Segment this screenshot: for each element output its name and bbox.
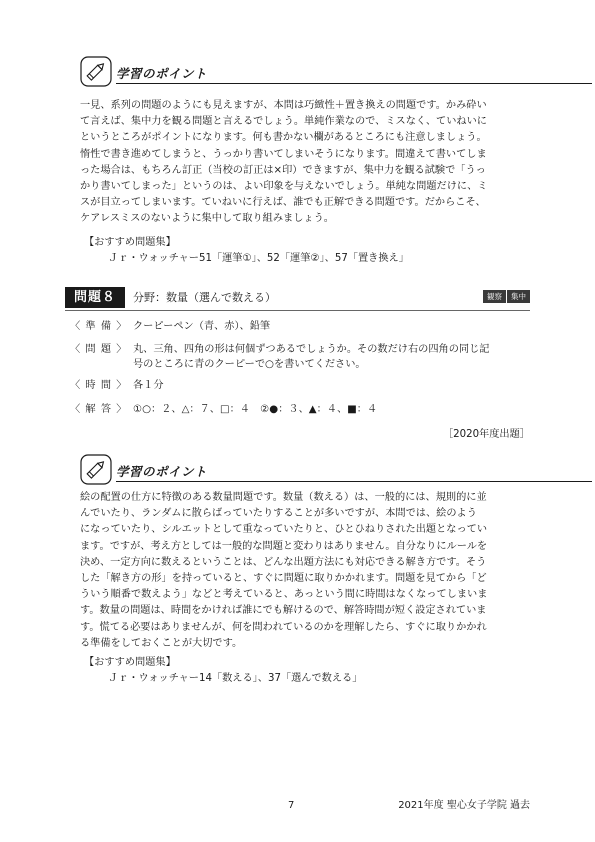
row-value-time [133,378,528,393]
section-underline [116,83,592,84]
paragraph-line: 一見、系列の問題のようにも見えますが、本問は巧緻性＋置き換えの問題です。かみ砕い [80,100,487,111]
row-value-line: ①○：２、△：７、□：４ ②●：３、▲：４、■：４ [133,404,378,415]
recommended-heading: 【おすすめ問題集】 [84,237,176,248]
skill-tag: 観察 [483,290,506,303]
paragraph-line: になっていたり、シルエットとして重なっていたりと、ひとひねりされた出題となってい [80,524,488,536]
paragraph-line: る準備をしておくことが大切です。 [80,637,243,649]
section-underline [116,481,592,482]
paragraph-line: ます。ですが、考え方としては一般的な問題と変わりはありません。自分なりにルールを [80,540,488,552]
paragraph-line: す。慌てる必要はありませんが、何を問われているのかを理解したら、すぐに取りかかれ [80,621,487,633]
paragraph-line: した「解き方の形」を持っていると、すぐに問題に取りかかれます。問題を見てから「ど [80,573,487,585]
paragraph-line: かり書いてしまった」というのは、よい印象を与えないでしょう。単純な問題だけに、ミ [80,181,488,193]
paragraph-line: 惰性で書き進めてしまうと、うっかり書いてしまいそうになります。間違えて書いてしま [80,148,487,160]
learning-point-paragraph-1 [80,98,525,228]
paragraph-line: というところがポイントになります。何も書かない欄があるところにも注意しましょう。 [80,132,487,144]
question-header-bar [65,287,530,308]
row-value-line: クーピーペン（青、赤）、鉛筆 [133,321,271,332]
row-label-answer: 〈 解 答 〉 [70,404,128,415]
learning-point-paragraph-2 [80,490,525,652]
skill-tags [482,290,530,303]
paragraph-line: んでいたり、ランダムに散らばっていたりすることが多いですが、本問では、絵のよう [80,508,477,520]
paragraph-line: 絵の配置の仕方に特徴のある数量問題です。数量（数える）は、一般的には、規則的に並 [80,492,487,503]
row-label-time: 〈 時 間 〉 [70,380,128,391]
paragraph-line: 決め、一定方向に数えるということは、どんな出題方法にも対応できる解き方です。そう [80,556,487,568]
footer-book-title: 2021年度 聖心女子学院 過去 [398,800,530,811]
row-value-line: 号のところに青のクーピーで○を書いてください。 [133,359,366,370]
row-value-line: 各１分 [133,380,164,391]
section-title: 学習のポイント [116,66,208,81]
row-value-preparation [133,319,528,334]
paragraph-line: スが目立ってしまいます。ていねいに行えば、誰でも正解できる問題です。だからこそ、 [80,197,486,209]
paragraph-line: ういう順番で数えよう」などと考えていると、あっという間に時間はなくなってしまいま [80,589,488,601]
question-number-badge: 問題８ [65,287,125,308]
question-field: 分野：数量（選んで数える） [133,291,276,304]
row-value-answer [133,402,528,417]
pencil-icon [80,454,114,486]
section-title: 学習のポイント [116,464,208,479]
recommended-workbooks: Ｊｒ・ウォッチャー51「運筆①」、52「運筆②」、57「置き換え」 [108,253,409,264]
exam-year: ［2020年度出題］ [442,429,530,440]
paragraph-line: った場合は、もちろん訂正（当校の訂正は×印）できますが、集中力を観る試験で「うっ [80,164,486,176]
pencil-icon [80,56,114,88]
row-value-line: 丸、三角、四角の形は何個ずつあるでしょうか。その数だけ右の四角の同じ記 [133,344,490,355]
skill-tag: 集中 [507,290,530,303]
paragraph-line: て言えば、集中力を観る問題と言えるでしょう。単純作業なので、ミスなく、ていねいに [80,116,487,128]
paragraph-line: ケアレスミスのないように集中して取り組みましょう。 [80,213,334,225]
paragraph-line: す。数量の問題は、時間をかければ誰にでも解けるので、解答時間が短く設定されていま [80,605,487,617]
row-label-problem: 〈 問 題 〉 [70,344,128,355]
page-number: 7 [288,800,295,811]
row-value-problem [133,342,528,372]
recommended-workbooks: Ｊｒ・ウォッチャー14「数える」、37「選んで数える」 [108,673,363,684]
recommended-heading: 【おすすめ問題集】 [84,657,176,668]
question-divider [65,310,530,311]
row-label-preparation: 〈 準 備 〉 [70,321,128,332]
